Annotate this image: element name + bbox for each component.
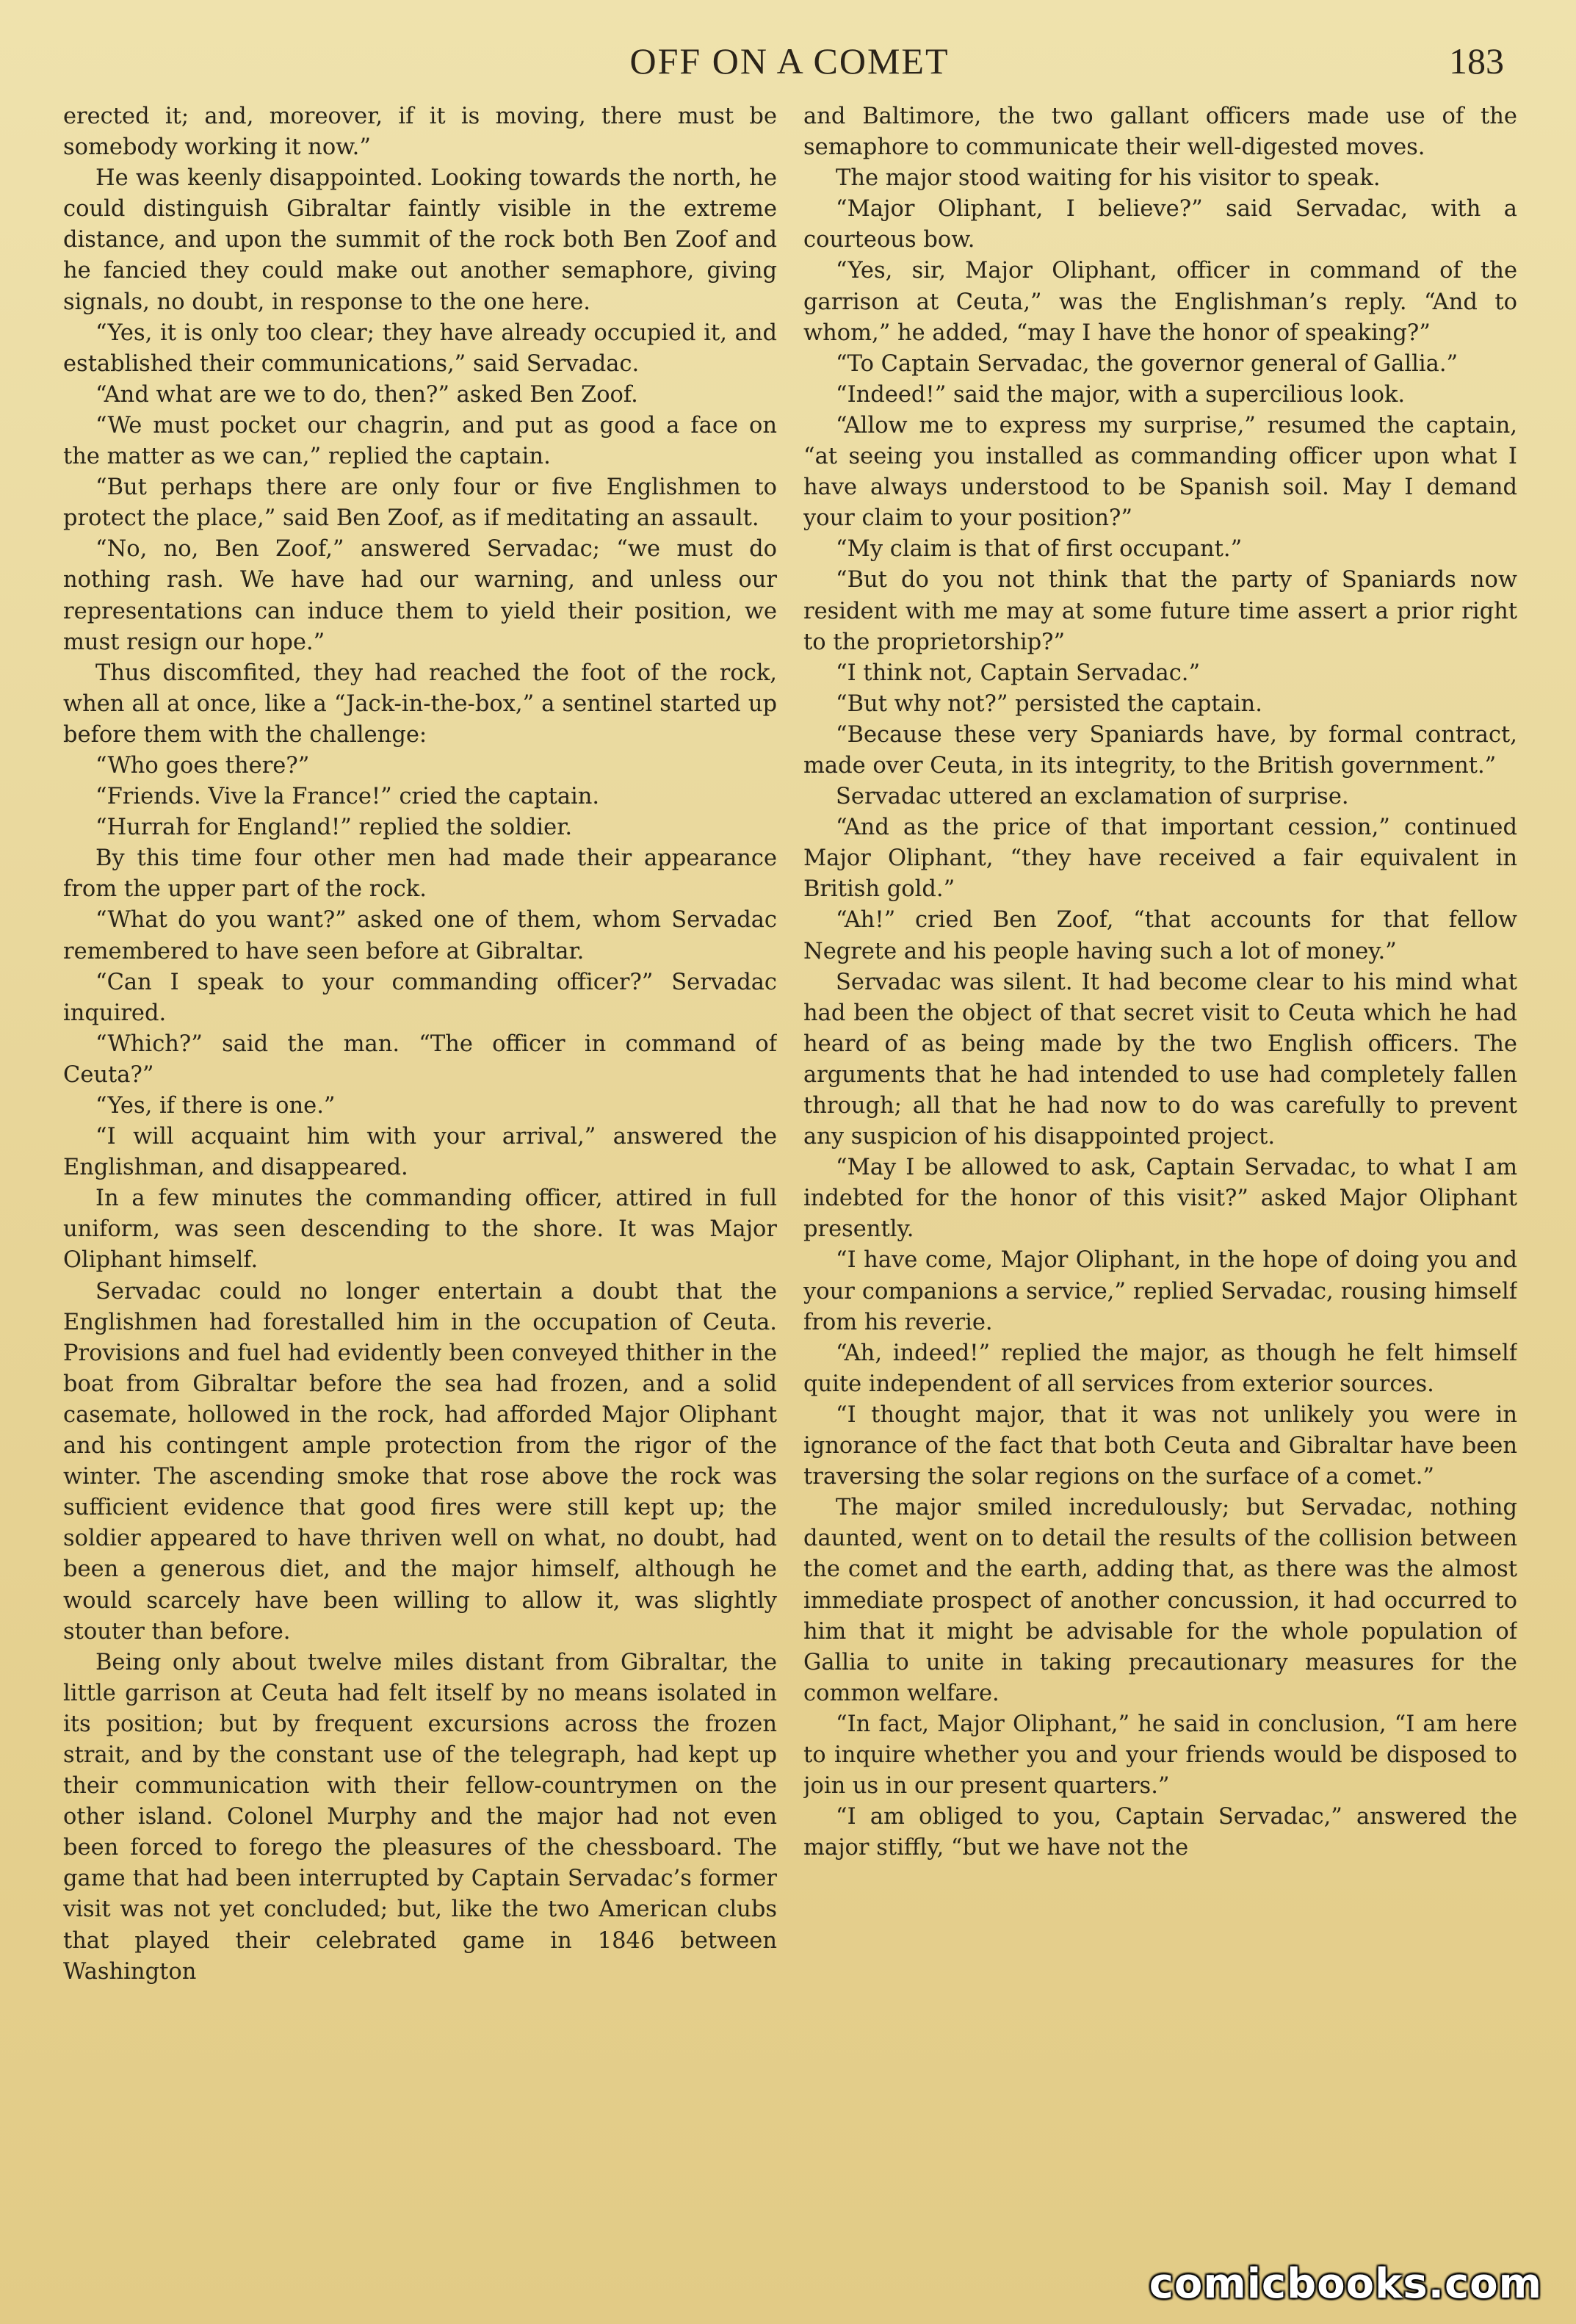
running-title: OFF ON A COMET	[629, 40, 950, 82]
paragraph: erected it; and, moreover, if it is moving, there must be somebody working it now.”	[63, 104, 777, 161]
paragraph: Servadac was silent. It had become clear to his mind what had been the object of that secret visit to Ceuta which he had heard of as being made by the two English officers. The arguments that he had intended to use had completely fallen through; all that he had now to do was carefully to prevent any suspicion of his disappointed project.	[803, 969, 1517, 1150]
paragraph: “But perhaps there are only four or five Englishmen to protect the place,” said Ben Zoof, as if meditating an assault.	[63, 474, 777, 532]
paragraph: Servadac uttered an exclamation of surprise.	[836, 784, 1349, 810]
paragraph: By this time four other men had made their appearance from the upper part of the rock.	[63, 845, 777, 903]
paragraph: “Yes, sir, Major Oliphant, officer in command of the garrison at Ceuta,” was the Englishman’s reply. “And to whom,” he added, “may I have the honor of speaking?”	[803, 258, 1517, 346]
paragraph: “Who goes there?”	[95, 752, 310, 779]
paragraph: “Yes, if there is one.”	[95, 1093, 336, 1119]
paragraph: “Ah, indeed!” replied the major, as though he felt himself quite independent of all services from exterior sources.	[803, 1340, 1517, 1397]
paragraph: “Indeed!” said the major, with a supercilious look.	[836, 381, 1406, 408]
paragraph: “Major Oliphant, I believe?” said Servadac, with a courteous bow.	[803, 196, 1517, 253]
paragraph: “Allow me to express my surprise,” resumed the captain, “at seeing you installed as commanding officer upon what I have always understood to be Spanish soil. May I demand your claim to your position?”	[803, 412, 1517, 532]
paragraph: The major stood waiting for his visitor to speak.	[836, 165, 1381, 192]
paragraph: “But why not?” persisted the captain.	[836, 690, 1262, 717]
paragraph: “And what are we to do, then?” asked Ben Zoof.	[95, 381, 638, 408]
paragraph: “I think not, Captain Servadac.”	[836, 660, 1201, 686]
paragraph: “We must pocket our chagrin, and put as good a face on the matter as we can,” replied the captain.	[63, 412, 777, 470]
paragraph: In a few minutes the commanding officer, attired in full uniform, was seen descending to the shore. It was Major Oliphant himself.	[63, 1186, 777, 1274]
paragraph: “No, no, Ben Zoof,” answered Servadac; “we must do nothing rash. We have had our warning, and unless our representations can induce them to yield their position, we must resign our hope.”	[63, 536, 777, 655]
paragraph: “Yes, it is only too clear; they have already occupied it, and established their communications,” said Servadac.	[63, 320, 777, 377]
paragraph: “Hurrah for England!” replied the soldier.	[95, 815, 573, 841]
paragraph: “To Captain Servadac, the governor general of Gallia.”	[836, 350, 1458, 377]
watermark: comicbooks.com	[1149, 2260, 1542, 2308]
paragraph: Being only about twelve miles distant from Gibraltar, the little garrison at Ceuta had felt itself by no means isolated in its position; but by frequent excursions across the frozen strait, and by the constant use of the telegraph, had kept up their communication with their fellow-countrymen on the other island. Colonel Murphy and the major had not even been forced to forego the pleasures of the chessboard. The game that had been interrupted by Captain Servadac’s former visit was not yet concluded; but, like the two American clubs that played their celebrated game in 1846 between Washington	[63, 1649, 777, 1985]
paragraph: Servadac could no longer entertain a doubt that the Englishmen had forestalled him in the occupation of Ceuta. Provisions and fuel had evidently been conveyed thither in the boat from Gibraltar before the sea had frozen, and a solid casemate, hollowed in the rock, had afforded Major Oliphant and his contingent ample protection from the rigor of the winter. The ascending smoke that rose above the rock was sufficient evidence that good fires were still kept up; the soldier appeared to have thriven well on what, no doubt, had been a generous diet, and the major himself, although he would scarcely have been willing to allow it, was slightly stouter than before.	[63, 1278, 777, 1645]
page-number: 183	[1449, 40, 1504, 82]
paragraph: “But do you not think that the party of Spaniards now resident with me may at some future time assert a prior right to the proprietorship?”	[803, 567, 1517, 655]
paragraph: “My claim is that of first occupant.”	[836, 536, 1243, 563]
paragraph: “May I be allowed to ask, Captain Servadac, to what I am indebted for the honor of this visit?” asked Major Oliphant presently.	[803, 1155, 1517, 1243]
right-column	[803, 101, 1517, 2246]
paragraph: He was keenly disappointed. Looking towards the north, he could distinguish Gibraltar faintly visible in the extreme distance, and upon the summit of the rock both Ben Zoof and he fancied they could make out another semaphore, giving signals, no doubt, in response to the one here.	[63, 165, 777, 315]
paragraph: and Baltimore, the two gallant officers made use of the semaphore to communicate their well-digested moves.	[803, 104, 1517, 161]
paragraph: “Can I speak to your commanding officer?” Servadac inquired.	[63, 969, 777, 1026]
paragraph: “Friends. Vive la France!” cried the captain.	[95, 784, 600, 810]
paragraph: Thus discomfited, they had reached the foot of the rock, when all at once, like a “Jack-in-the-box,” a sentinel started up before them with the challenge:	[63, 660, 777, 748]
paragraph: “I am obliged to you, Captain Servadac,” answered the major stiffly, “but we have not the	[803, 1804, 1517, 1861]
paragraph: “Which?” said the man. “The officer in command of Ceuta?”	[63, 1031, 777, 1088]
page-header	[59, 40, 1520, 91]
paragraph: “What do you want?” asked one of them, whom Servadac remembered to have seen before at Gibraltar.	[63, 907, 777, 964]
paragraph: “I have come, Major Oliphant, in the hope of doing you and your companions a service,” replied Servadac, rousing himself from his reverie.	[803, 1247, 1517, 1335]
paragraph: “I will acquaint him with your arrival,” answered the Englishman, and disappeared.	[63, 1124, 777, 1181]
paragraph: “In fact, Major Oliphant,” he said in conclusion, “I am here to inquire whether you and your friends would be disposed to join us in our present quarters.”	[803, 1711, 1517, 1800]
left-column	[63, 101, 777, 2246]
paragraph: “And as the price of that important cession,” continued Major Oliphant, “they have received a fair equivalent in British gold.”	[803, 815, 1517, 903]
paragraph: The major smiled incredulously; but Servadac, nothing daunted, went on to detail the results of the collision between the comet and the earth, adding that, as there was the almost immediate prospect of another concussion, it had occurred to him that it might be advisable for the whole population of Gallia to unite in taking precautionary measures for the common welfare.	[803, 1495, 1517, 1706]
paragraph: “I thought major, that it was not unlikely you were in ignorance of the fact that both Ceuta and Gibraltar have been traversing the solar regions on the surface of a comet.”	[803, 1401, 1517, 1490]
paragraph: “Ah!” cried Ben Zoof, “that accounts for that fellow Negrete and his people having such a lot of money.”	[803, 907, 1517, 964]
paragraph: “Because these very Spaniards have, by formal contract, made over Ceuta, in its integrity, to the British government.”	[803, 721, 1517, 779]
